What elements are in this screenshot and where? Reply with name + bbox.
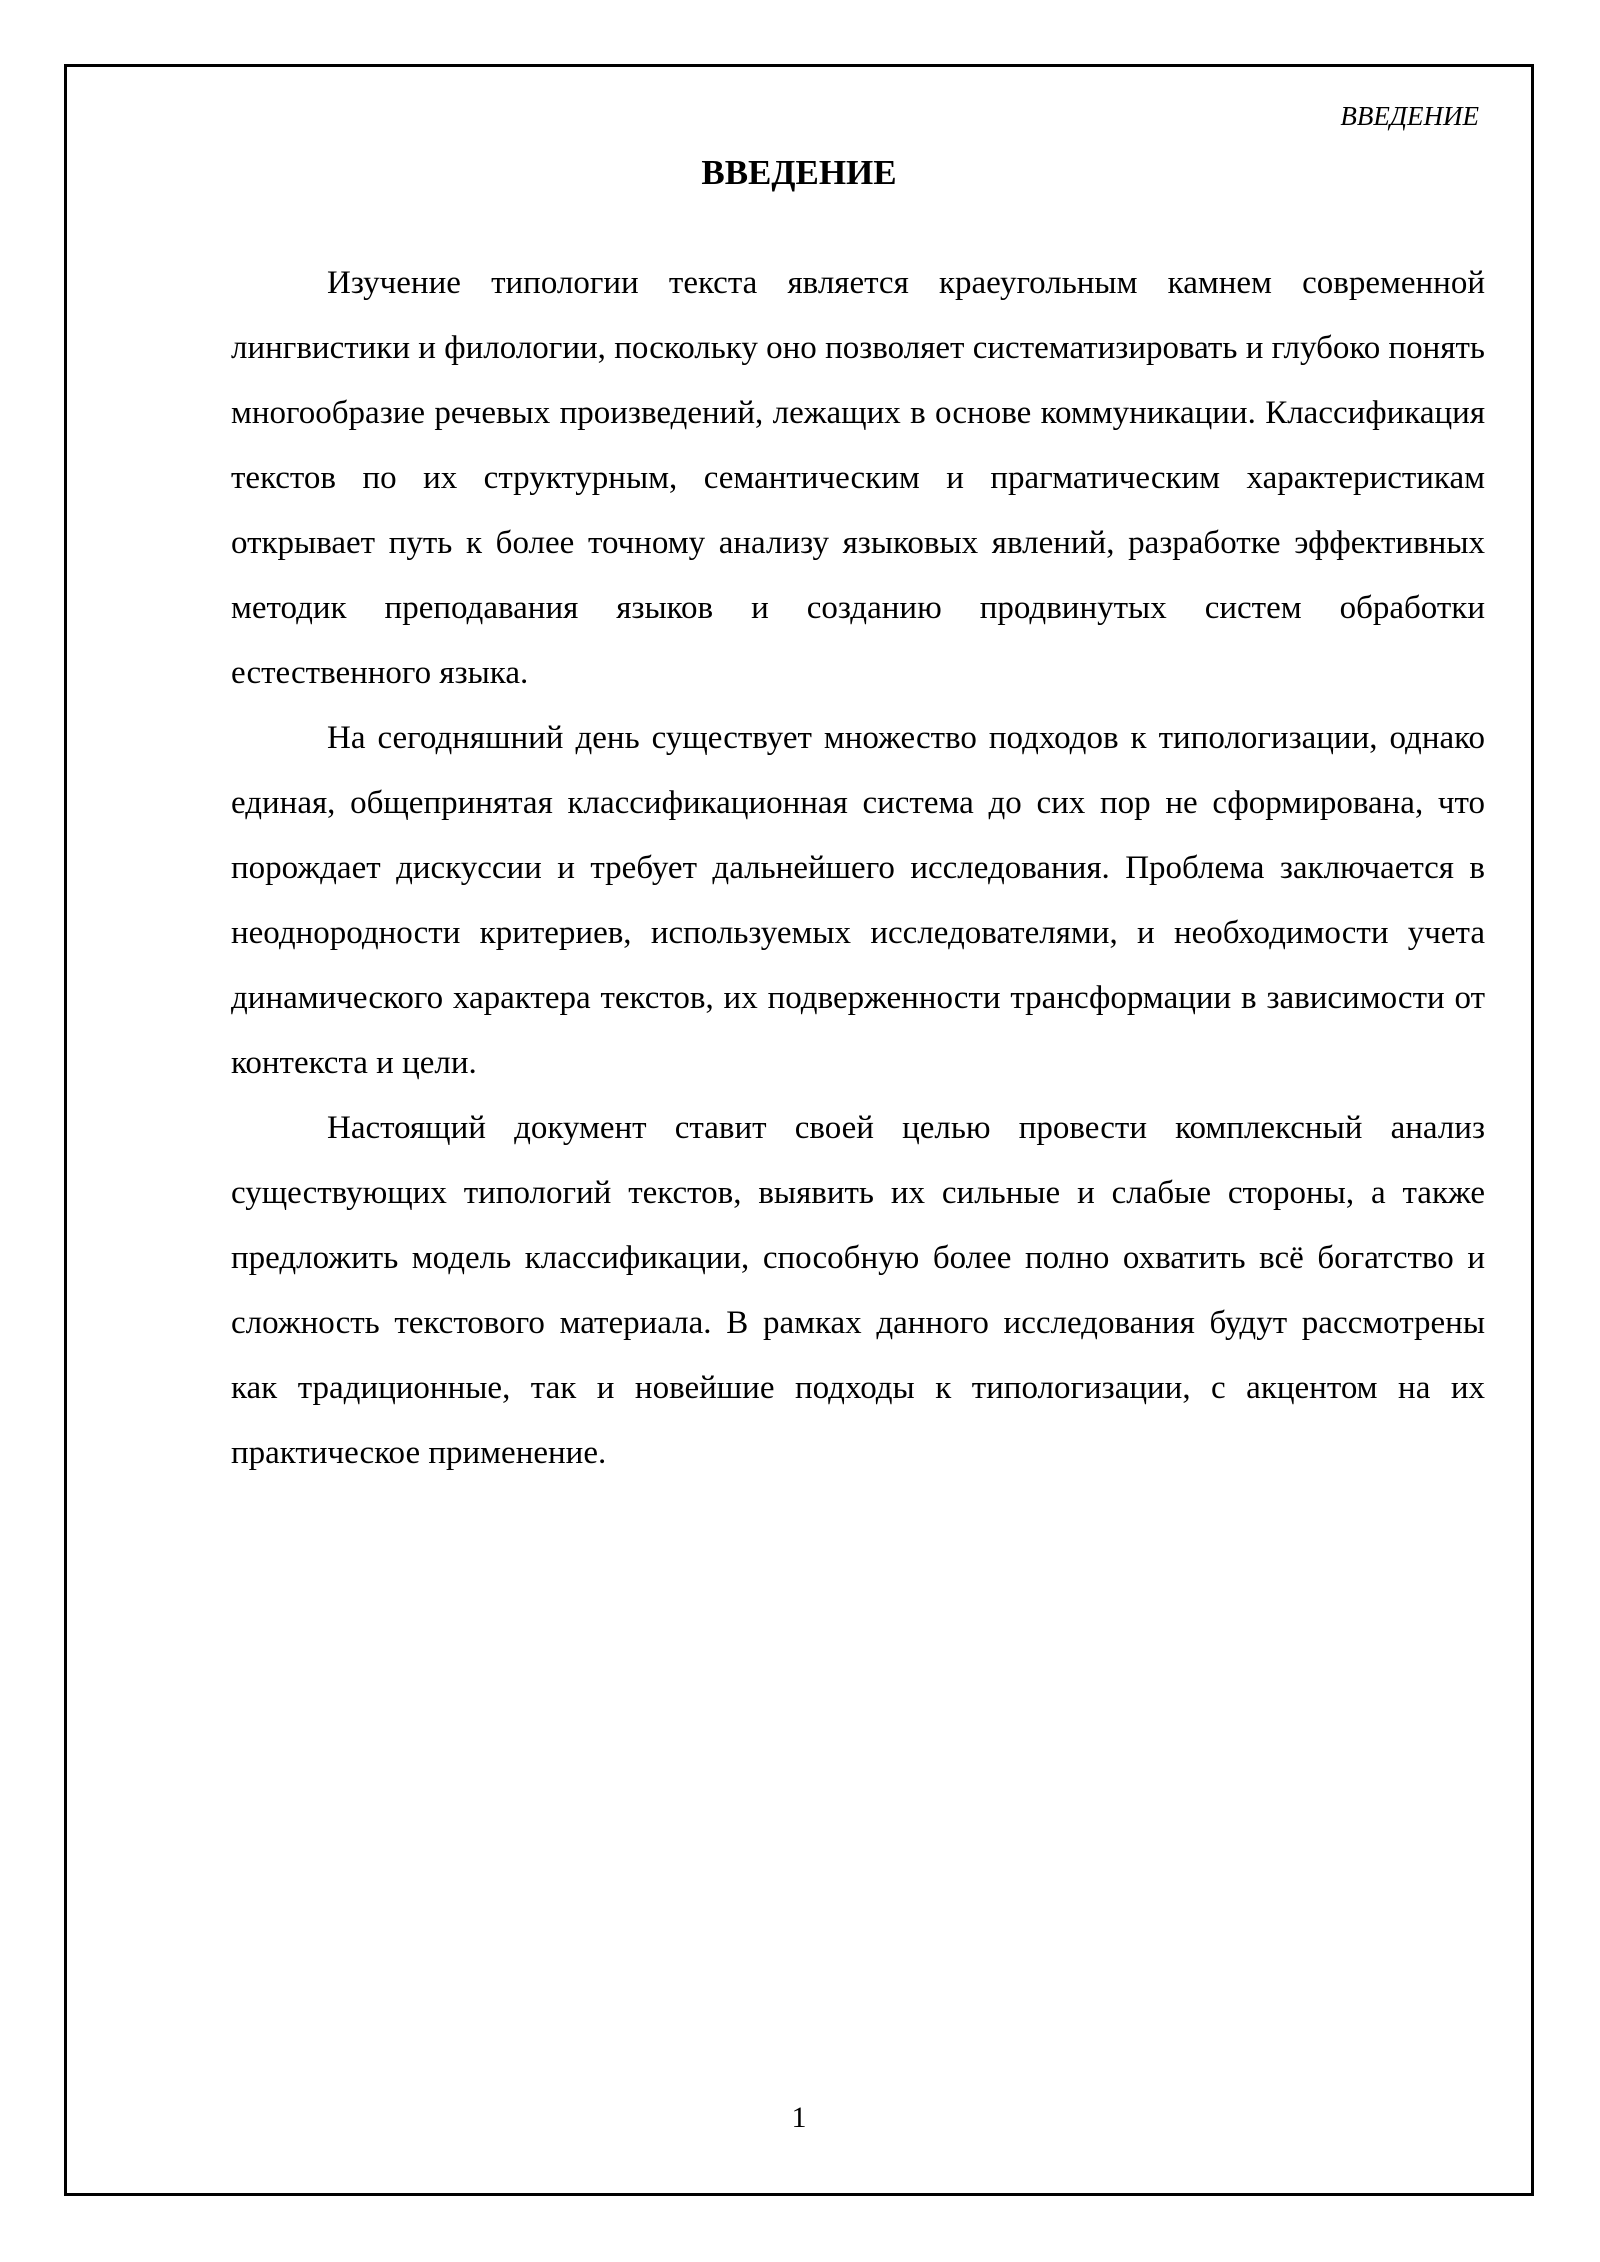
page-number: 1 <box>791 2101 807 2134</box>
page-frame <box>64 64 1534 2196</box>
body-text <box>231 251 1485 1486</box>
paragraph-3: Настоящий документ ставит своей целью провести комплексный анализ существующих типологий текстов, выявить их сильные и слабые стороны, а также предложить модель классификации, способную более полно охватить всё богатство и сложность текстового материала. В рамках данного исследования будут рассмотрены как традиционные, так и новейшие подходы к типологизации, с акцентом на их практическое применение. <box>231 1110 1485 1471</box>
paragraph-1: Изучение типологии текста является краеугольным камнем современной лингвистики и филологии, поскольку оно позволяет систематизировать и глубоко понять многообразие речевых произведений, лежащих в основе коммуникации. Классификация текстов по их структурным, семантическим и прагматическим характеристикам открывает путь к более точному анализу языковых явлений, разработке эффективных методик преподавания языков и созданию продвинутых систем обработки естественного языка. <box>231 265 1485 691</box>
paragraph-2: На сегодняшний день существует множество подходов к типологизации, однако единая, общепринятая классификационная система до сих пор не сформирована, что порождает дискуссии и требует дальнейшего исследования. Проблема заключается в неоднородности критериев, используемых исследователями, и необходимости учета динамического характера текстов, их подверженности трансформации в зависимости от контекста и цели. <box>231 720 1485 1081</box>
page-title: ВВЕДЕНИЕ <box>701 153 897 192</box>
running-header: ВВЕДЕНИЕ <box>1340 101 1479 131</box>
